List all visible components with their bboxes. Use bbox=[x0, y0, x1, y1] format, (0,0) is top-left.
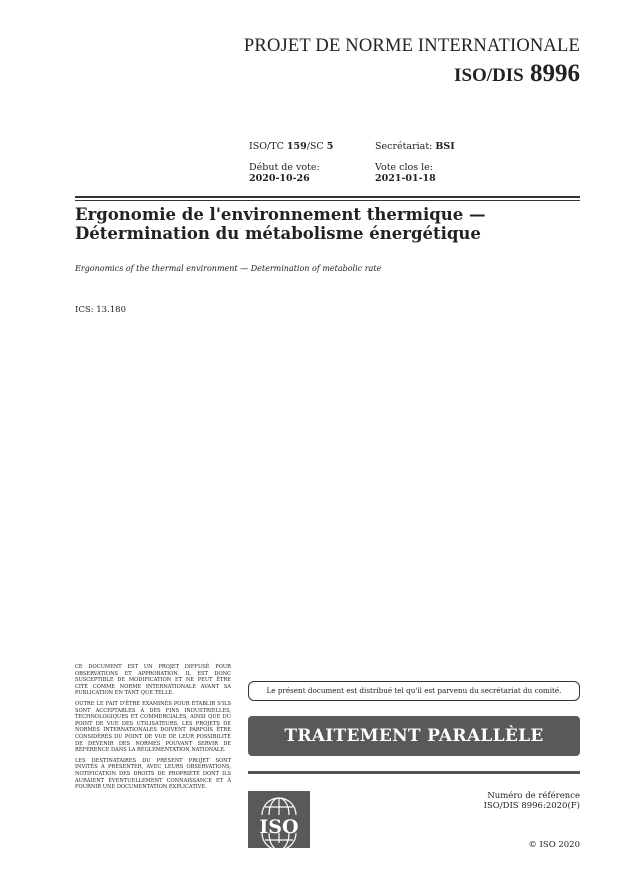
reference-number bbox=[484, 791, 580, 811]
ics-code: ICS: 13.180 bbox=[75, 305, 126, 315]
secretariat bbox=[375, 141, 455, 152]
english-title: Ergonomics of the thermal environment — Determination of metabolic rate bbox=[75, 264, 382, 273]
parallel-processing-banner: TRAITEMENT PARALLÈLE ISO/CEN bbox=[248, 716, 580, 756]
document-type: PROJET DE NORME INTERNATIONALE bbox=[243, 36, 580, 56]
tc-number: 159 bbox=[286, 141, 307, 152]
vote-start-label: Début de vote: bbox=[249, 162, 320, 173]
secretariat-value: BSI bbox=[435, 141, 455, 152]
committee bbox=[249, 141, 333, 152]
committee-prefix: ISO/TC bbox=[249, 141, 287, 152]
document-number bbox=[454, 60, 580, 88]
vote-end bbox=[375, 162, 436, 184]
document-prefix: ISO/DIS bbox=[454, 65, 524, 86]
title-line-1: Ergonomie de l'environnement thermique — bbox=[75, 205, 486, 224]
title-line-2: Détermination du métabolisme énergétique bbox=[75, 224, 481, 243]
disclaimer-paragraph: OUTRE LE FAIT D'ÊTRE EXAMINÉS POUR ÉTABLIR S'ILS SONT ACCEPTABLES À DES FINS INDUSTRIELLES, TECHNOLOGIQUES ET COMMERCIALES, AINSI QUE DU POINT DE VUE DES UTILISATEURS, LES PROJETS DE NORMES INTERNATIONALES DOIVENT PARFOIS ÊTRE CONSIDÉRÉS DU POINT DE VUE DE LEUR POSSIBILITÉ DE DEVENIR DES NORMES POUVANT SERVIR DE RÉFÉRENCE DANS LA RÉGLEMENTATION NATIONALE. bbox=[75, 700, 231, 754]
divider bbox=[75, 196, 580, 201]
vote-end-date: 2021-01-18 bbox=[375, 173, 436, 184]
disclaimer-paragraph: LES DESTINATAIRES DU PRÉSENT PROJET SONT INVITÉS À PRÉSENTER, AVEC LEURS OBSERVATIONS, NOTIFICATION DES DROITS DE PROPRIÉTÉ DONT ILS AURAIENT ÉVENTUELLEMENT CONNAISSANCE ET À FOURNIR UNE DOCUMENTATION EXPLICATIVE. bbox=[75, 757, 231, 791]
document-title bbox=[75, 205, 486, 243]
document-number-value: 8996 bbox=[530, 60, 580, 87]
globe-icon bbox=[248, 791, 310, 848]
disclaimer bbox=[75, 664, 231, 795]
secretariat-label: Secrétariat: bbox=[375, 141, 436, 152]
reference-value: ISO/DIS 8996:2020(F) bbox=[483, 801, 580, 811]
sc-prefix: /SC bbox=[306, 141, 327, 152]
divider bbox=[248, 771, 580, 774]
iso-logo bbox=[248, 791, 310, 848]
vote-start bbox=[249, 162, 320, 184]
distribution-notice: Le présent document est distribué tel qu'il est parvenu du secrétariat du comité. bbox=[248, 681, 580, 701]
vote-end-label: Vote clos le: bbox=[375, 162, 434, 173]
copyright: © ISO 2020 bbox=[528, 840, 580, 850]
svg-text:ISO: ISO bbox=[259, 816, 299, 838]
vote-start-date: 2020-10-26 bbox=[249, 173, 310, 184]
sc-number: 5 bbox=[326, 141, 334, 152]
disclaimer-paragraph: CE DOCUMENT EST UN PROJET DIFFUSÉ POUR OBSERVATIONS ET APPROBATION. IL EST DONC SUSCEPTIBLE DE MODIFICATION ET NE PEUT ÊTRE CITÉ COMME NORME INTERNATIONALE AVANT SA PUBLICATION EN TANT QUE TELLE. bbox=[75, 664, 231, 697]
reference-label: Numéro de référence bbox=[487, 791, 580, 801]
